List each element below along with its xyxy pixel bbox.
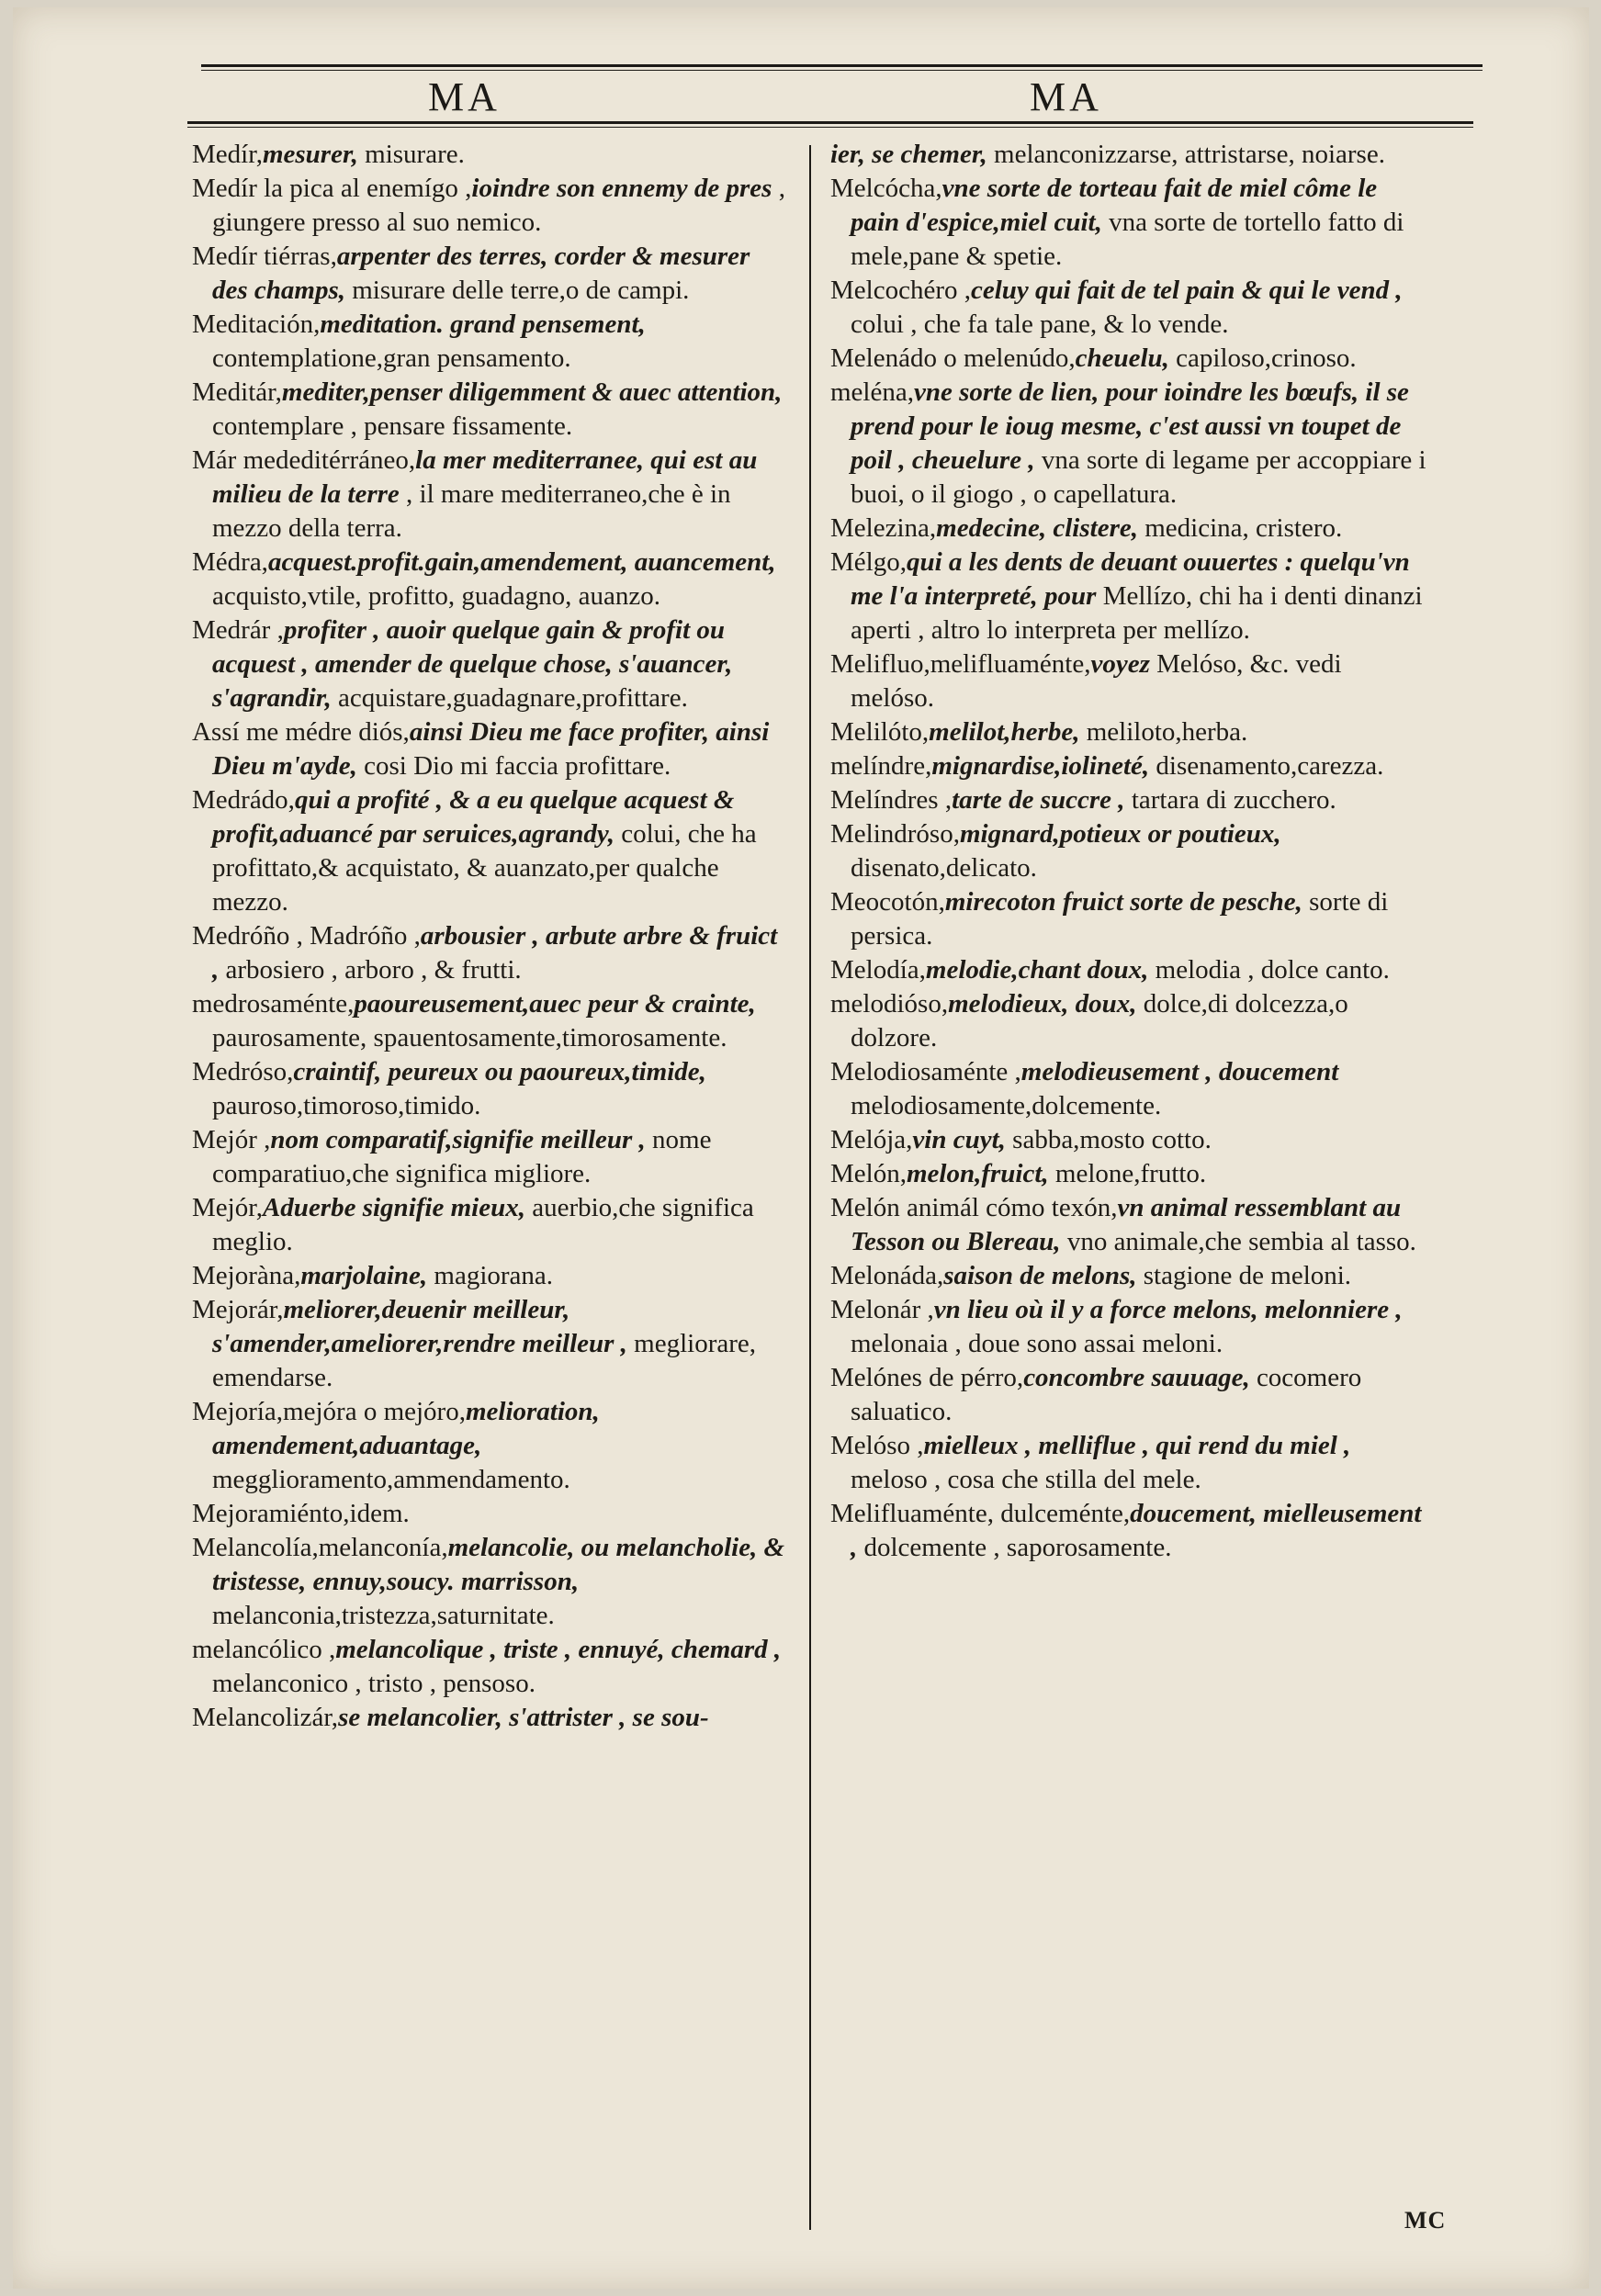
dictionary-entry [192,546,789,613]
entry-italian: megglioramento,ammendamento. [212,1465,570,1494]
entry-italian: paurosamente, spauentosamente,timorosamente. [212,1023,727,1052]
entry-headword: Melcochéro , [830,276,971,305]
entry-italian: melodia , dolce canto. [1155,955,1390,985]
entry-italian: Mellízo, chi ha i denti dinanzi aperti , altro lo interpreta per mellízo. [851,581,1423,645]
entry-italian: dolce,di dolcezza,o dolzore. [851,989,1348,1052]
entry-headword: melodióso, [830,989,949,1019]
entry-headword: Melonár , [830,1295,934,1324]
entry-headword: melíndre, [830,751,932,781]
dictionary-entry [192,138,789,172]
entry-italian: melanconico , tristo , pensoso. [212,1669,536,1698]
entry-headword: Melóso , [830,1431,924,1460]
entry-french: saison de melons, [943,1261,1137,1290]
entry-headword: Melindróso, [830,819,960,849]
entry-french: vne sorte de lien, pour ioindre les bœufs, il se prend pour le ioug mesme, c'est aussi vn toupet de poil , cheuelure , [851,377,1409,475]
entry-french: melancolique , triste , ennuyé, chemard , [335,1635,782,1664]
entry-italian: disenato,delicato. [851,853,1037,883]
entry-italian: medicina, cristero. [1144,513,1343,543]
entry-italian: acquisto,vtile, profitto, guadagno, auanzo. [212,581,661,611]
entry-french: tarte de succre , [952,785,1125,815]
entry-italian: melanconia,tristezza,saturnitate. [212,1601,555,1630]
entry-headword: Melodiosaménte , [830,1057,1021,1086]
dictionary-entry [830,1361,1427,1429]
entry-headword: Assí me médre diós, [192,717,410,747]
dictionary-entry [830,1055,1427,1123]
entry-french: ainsi Dieu me face profiter, ainsi Dieu m'ayde, [212,717,770,781]
entry-italian: melodiosamente,dolcemente. [851,1091,1162,1120]
dictionary-entry [830,512,1427,546]
header-rule [187,121,1473,124]
entry-headword: Mejór, [192,1193,263,1222]
entry-italian: melonaia , doue sono assai meloni. [851,1329,1223,1358]
dictionary-entry [192,308,789,376]
entry-headword: Melonáda, [830,1261,944,1290]
entry-italian: , il mare mediterraneo,che è in mezzo della terra. [212,479,731,543]
entry-headword: Melón animál cómo texón, [830,1193,1118,1222]
entry-headword: Mejoramiénto,idem. [192,1499,410,1528]
dictionary-entry [192,783,789,919]
dictionary-entry [192,1259,789,1293]
entry-italian: melanconizzarse, attristarse, noiarse. [994,140,1385,169]
dictionary-entry [830,546,1427,647]
entry-french: vne sorte de torteau fait de miel côme le pain d'espice,miel cuit, [851,174,1378,237]
entry-french: celuy qui fait de tel pain & qui le vend , [971,276,1403,305]
dictionary-entry [192,1191,789,1259]
dictionary-entry [830,376,1427,512]
entry-headword: Melancolía,melanconía, [192,1533,448,1562]
entry-french: melon,fruict, [906,1159,1049,1188]
entry-french: melioration, amendement,aduantage, [212,1397,600,1460]
entry-french: profiter , auoir quelque gain & profit ou acquest , amender de quelque chose, s'auancer, s'agrandir, [212,615,733,713]
entry-headword: Meditár, [192,377,282,407]
entry-french: paoureusement,auec peur & crainte, [354,989,756,1019]
entry-headword: Medrár , [192,615,284,645]
entry-italian: tartara di zucchero. [1131,785,1336,815]
top-rule [201,64,1483,67]
entry-french: mielleux , melliflue , qui rend du miel , [923,1431,1351,1460]
entry-french: arbousier , arbute arbre & fruict , [212,921,778,985]
catchword: MC [1404,2207,1447,2234]
entry-headword: Mejoría,mejóra o mejóro, [192,1397,466,1426]
entry-french: meditation. grand pensement, [320,310,646,339]
entry-italian: colui, che ha profittato,& acquistato, & auanzato,per qualche mezzo. [212,819,757,917]
dictionary-entry [830,1429,1427,1497]
entry-headword: Melíndres , [830,785,953,815]
entry-french: Aduerbe signifie mieux, [262,1193,525,1222]
dictionary-entry [192,987,789,1055]
entry-french: craintif, peureux ou paoureux,timide, [293,1057,706,1086]
dictionary-entry [830,647,1427,715]
dictionary-entry [830,749,1427,783]
entry-italian: auerbio,che significa meglio. [212,1193,754,1256]
dictionary-entry [830,783,1427,817]
entry-headword: Melcócha, [830,174,942,203]
entry-italian: Melóso, &c. vedi melóso. [851,649,1342,713]
entry-french: mediter,penser diligemment & auec attention, [281,377,783,407]
entry-french: ioindre son ennemy de pres [471,174,772,203]
entry-french: mignard,potieux or poutieux, [959,819,1281,849]
dictionary-entry [192,1701,789,1735]
entry-french: acquest.profit.gain,amendement, auancement, [267,547,776,577]
entry-headword: Melónes de pérro, [830,1363,1024,1392]
entry-french: nom comparatif,signifie meilleur , [270,1125,646,1154]
dictionary-entry [830,138,1427,172]
entry-italian: stagione de meloni. [1143,1261,1352,1290]
dictionary-entry [830,1123,1427,1157]
entry-italian: meliloto,herba. [1086,717,1248,747]
entry-italian: contemplatione,gran pensamento. [212,343,571,373]
entry-italian: vno animale,che sembia al tasso. [1066,1227,1416,1256]
top-rule-thin [201,70,1483,71]
entry-headword: Melifluo,melifluaménte, [830,649,1091,679]
entry-french: melodieux, doux, [948,989,1137,1019]
entry-headword: meléna, [830,377,914,407]
entry-headword: Melodía, [830,955,926,985]
entry-italian: meloso , cosa che stilla del mele. [851,1465,1201,1494]
dictionary-entry [192,715,789,783]
entry-french: qui a profité , & a eu quelque acquest & profit,aduancé par seruices,agrandy, [212,785,735,849]
entry-italian: sabba,mosto cotto. [1012,1125,1212,1154]
entry-headword: melancólico , [192,1635,336,1664]
entry-french: arpenter des terres, corder & mesurer des champs, [212,242,750,305]
entry-french: concombre sauuage, [1023,1363,1250,1392]
entry-french: melilot,herbe, [929,717,1080,747]
entry-headword: Melenádo o melenúdo, [830,343,1076,373]
entry-italian: misurare delle terre,o de campi. [352,276,690,305]
entry-french: melancolie, ou melancholie, & tristesse, ennuy,soucy. marrisson, [212,1533,785,1596]
entry-italian: vna sorte de tortello fatto di mele,pane & spetie. [851,208,1404,271]
entry-headword: Médra, [192,547,268,577]
entry-italian: vna sorte di legame per accoppiare i buoi, o il giogo , o capellatura. [851,445,1426,509]
entry-french: melodie,chant doux, [925,955,1149,985]
entry-italian: magiorana. [434,1261,554,1290]
entry-french: meliorer,deuenir meilleur, s'amender,ameliorer,rendre meilleur , [212,1295,627,1358]
entry-french: mesurer, [262,140,358,169]
entry-italian: dolcemente , saporosamente. [863,1533,1172,1562]
dictionary-entry [830,953,1427,987]
entry-french: medecine, clistere, [936,513,1138,543]
dictionary-entry [192,1055,789,1123]
entry-italian: , giungere presso al suo nemico. [212,174,785,237]
entry-italian: cocomero saluatico. [851,1363,1362,1426]
entry-french: mirecoton fruict sorte de pesche, [944,887,1302,917]
entry-french: mignardise,iolineté, [931,751,1150,781]
entry-headword: Medróño , Madróño , [192,921,421,951]
entry-french: voyez [1090,649,1150,679]
dictionary-entry [830,274,1427,342]
dictionary-entry [192,1395,789,1497]
dictionary-entry [192,613,789,715]
entry-headword: Melifluaménte, dulceménte, [830,1499,1131,1528]
entry-french: vn lieu où il y a force melons, melonniere , [933,1295,1403,1324]
entry-headword: Mélgo, [830,547,907,577]
entry-headword: Medír tiérras, [192,242,337,271]
header-rule-thin [187,127,1473,128]
entry-italian: disenamento,carezza. [1156,751,1384,781]
entry-french: qui a les dents de deuant ouuertes : quelqu'vn me l'a interpreté, pour [851,547,1410,611]
entry-headword: Melancolizár, [192,1703,339,1732]
entry-headword: Mejór , [192,1125,271,1154]
dictionary-entry [830,172,1427,274]
entry-french: se melancolier, s'attrister , se sou- [338,1703,709,1732]
entry-italian: colui , che fa tale pane, & lo vende. [851,310,1229,339]
dictionary-entry [192,1633,789,1701]
entry-italian: nome comparatiuo,che significa migliore. [212,1125,712,1188]
dictionary-entry [192,444,789,546]
dictionary-entry [192,240,789,308]
dictionary-entry [830,885,1427,953]
entry-italian: capiloso,crinoso. [1176,343,1357,373]
entry-headword: Már mededitérráneo, [192,445,416,475]
entry-headword: Medrádo, [192,785,295,815]
entry-italian: acquistare,guadagnare,profittare. [338,683,688,713]
dictionary-entry [192,1123,789,1191]
dictionary-entry [830,1191,1427,1259]
entry-headword: medrosaménte, [192,989,355,1019]
entry-french: melodieusement , doucement [1020,1057,1339,1086]
right-column [830,138,1427,1565]
entry-headword: Medróso, [192,1057,294,1086]
dictionary-entry [830,817,1427,885]
entry-french: la mer mediterranee, qui est au milieu de la terre [212,445,758,509]
entry-headword: Melón, [830,1159,907,1188]
dictionary-entry [192,1531,789,1633]
entry-italian: sorte di persica. [851,887,1389,951]
dictionary-entry [192,919,789,987]
dictionary-entry [830,1157,1427,1191]
entry-headword: Meditación, [192,310,321,339]
entry-headword: Medír la pica al enemígo , [192,174,472,203]
entry-headword: Medír, [192,140,263,169]
entry-headword: Melója, [830,1125,913,1154]
entry-french: vn animal ressemblant au Tesson ou Blereau, [851,1193,1402,1256]
entry-italian: cosi Dio mi faccia profittare. [364,751,671,781]
dictionary-entry [830,1497,1427,1565]
book-page [13,7,1589,2289]
column-divider [809,145,811,2230]
entry-italian: melone,frutto. [1054,1159,1207,1188]
entry-italian: contemplare , pensare fissamente. [212,411,573,441]
entry-french: ier, se chemer, [830,140,987,169]
entry-french: doucement, mielleusement , [851,1499,1422,1562]
entry-italian: pauroso,timoroso,timido. [212,1091,481,1120]
running-head-left: MA [428,74,501,119]
dictionary-entry [192,376,789,444]
dictionary-entry [830,987,1427,1055]
dictionary-entry [192,172,789,240]
entry-headword: Melilóto, [830,717,930,747]
entry-headword: Meocotón, [830,887,945,917]
entry-headword: Melezina, [830,513,937,543]
dictionary-entry [830,715,1427,749]
running-head-right: MA [1030,74,1102,119]
dictionary-entry [830,1259,1427,1293]
entry-french: vin cuyt, [912,1125,1006,1154]
entry-italian: misurare. [365,140,465,169]
dictionary-entry [830,342,1427,376]
dictionary-entry [192,1497,789,1531]
entry-headword: Mejorár, [192,1295,284,1324]
dictionary-entry [830,1293,1427,1361]
entry-french: cheuelu, [1075,343,1169,373]
entry-italian: megliorare, emendarse. [212,1329,757,1392]
dictionary-entry [192,1293,789,1395]
entry-italian: arbosiero , arboro , & frutti. [225,955,522,985]
entry-french: marjolaine, [300,1261,428,1290]
left-column [192,138,789,1735]
entry-headword: Mejoràna, [192,1261,301,1290]
